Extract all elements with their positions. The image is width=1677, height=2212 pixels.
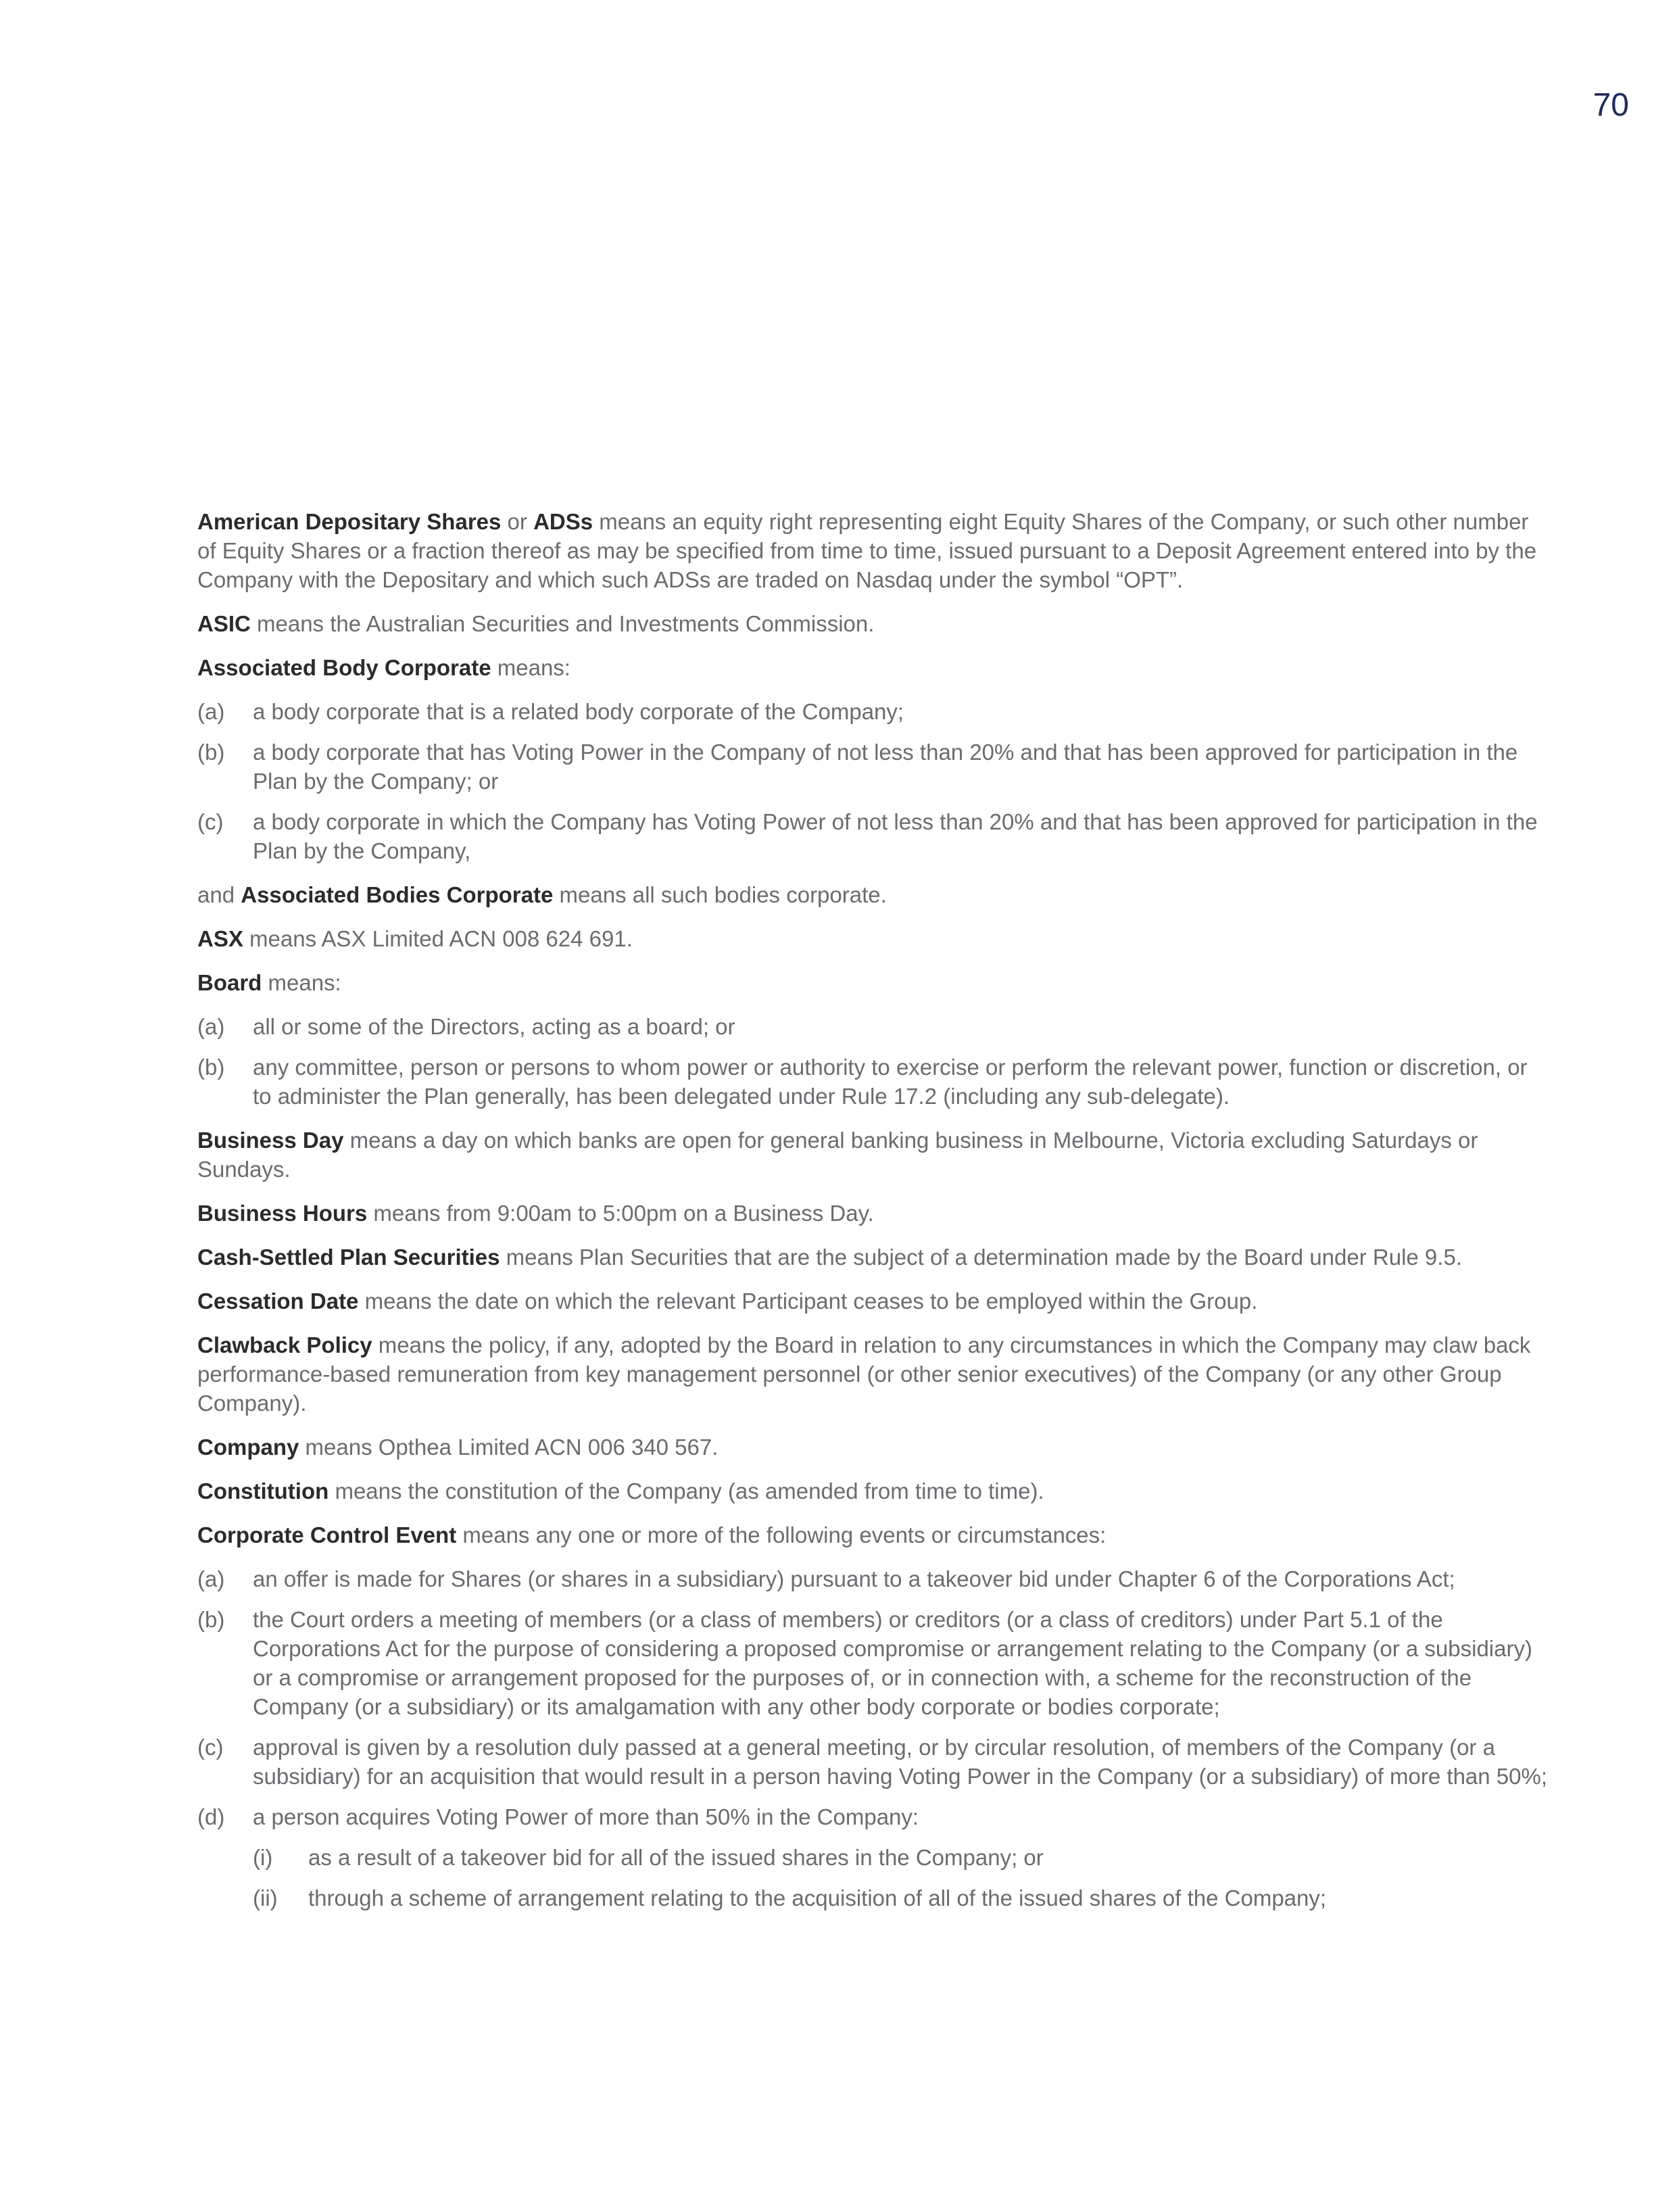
definition-text: means ASX Limited ACN 008 624 691. — [243, 926, 633, 951]
definition-term: Associated Body Corporate — [197, 655, 491, 680]
list-label: (a) — [197, 1566, 225, 1591]
list-text: as a result of a takeover bid for all of the issued shares in the Company; or — [308, 1845, 1044, 1870]
definition-text: means a day on which banks are open for general banking business in Melbourne, Victoria excluding Saturdays or Sundays. — [197, 1128, 1478, 1182]
definition-text: means: — [491, 655, 570, 680]
definition-company — [197, 1433, 1549, 1462]
list-label: (b) — [197, 1055, 225, 1080]
list-label: (i) — [253, 1845, 273, 1870]
list-item — [197, 1802, 1549, 1831]
list-text: all or some of the Directors, acting as a board; or — [253, 1014, 735, 1039]
list-label: (c) — [197, 1735, 224, 1760]
list-item — [197, 1605, 1549, 1721]
definition-term: Business Hours — [197, 1201, 368, 1226]
definition-text: means any one or more of the following events or circumstances: — [456, 1522, 1107, 1547]
list-item — [197, 738, 1549, 796]
list-label: (c) — [197, 809, 224, 834]
definition-text: means: — [262, 970, 341, 995]
definition-text: means the policy, if any, adopted by the Board in relation to any circumstances in which the Company may claw back performance-based remuneration from key management personnel (or other senior executives) of the Company (or any other Group Company). — [197, 1332, 1531, 1416]
list-item — [197, 1053, 1549, 1111]
list-text: a person acquires Voting Power of more than 50% in the Company: — [253, 1804, 919, 1829]
definition-term: ASIC — [197, 611, 251, 636]
list-item — [197, 1733, 1549, 1791]
list-label: (b) — [197, 740, 225, 765]
definition-clawback-policy — [197, 1330, 1549, 1418]
definition-asx — [197, 924, 1549, 953]
list-text: a body corporate that is a related body corporate of the Company; — [253, 699, 904, 724]
list-label: (a) — [197, 1014, 225, 1039]
definition-cessation-date — [197, 1287, 1549, 1316]
definition-cash-settled-plan-securities — [197, 1243, 1549, 1272]
definition-text: means the constitution of the Company (as amended from time to time). — [329, 1478, 1044, 1504]
list-label: (a) — [197, 699, 225, 724]
definition-term: Cessation Date — [197, 1289, 359, 1314]
definition-text: means an equity right representing eight Equity Shares of the Company, or such other number of Equity Shares or a fraction thereof as may be specified from time to time, issued pursuant to a Deposit Agreement entered into by the Company with the Depositary and which such ADSs are traded on Nasdaq under the symbol “OPT”. — [197, 509, 1537, 592]
definition-associated-body-corporate — [197, 653, 1549, 682]
list-label: (ii) — [253, 1885, 278, 1910]
definition-associated-bodies-corporate: and Associated Bodies Corporate means all such bodies corporate. — [197, 882, 887, 907]
list-label: (b) — [197, 1607, 225, 1632]
definition-term: Board — [197, 970, 262, 995]
list-text: through a scheme of arrangement relating to the acquisition of all of the issued shares of the Company; — [308, 1885, 1327, 1910]
list-item — [197, 807, 1549, 865]
list-text: an offer is made for Shares (or shares in a subsidiary) pursuant to a takeover bid under Chapter 6 of the Corporations Act; — [253, 1566, 1455, 1591]
definition-business-day — [197, 1126, 1549, 1184]
list-text: a body corporate that has Voting Power in the Company of not less than 20% and that has been approved for participation in the Plan by the Company; or — [253, 740, 1518, 794]
definitions-section — [197, 507, 1549, 1924]
definition-text: means the date on which the relevant Participant ceases to be employed within the Group. — [358, 1289, 1258, 1314]
list-item — [197, 1012, 1549, 1041]
definition-text: means Opthea Limited ACN 006 340 567. — [299, 1435, 719, 1460]
definition-corporate-control-event — [197, 1520, 1549, 1549]
definition-term: ADSs — [533, 509, 593, 534]
definition-ads: American Depositary Shares or ADSs means an equity right representing eight Equity Shares of the Company, or such other number of Equity Shares or a fraction thereof as may be specified from time to time, issued pursuant to a Deposit Agreement entered into by the Company with the Depositary and which such ADSs are traded on Nasdaq under the symbol “OPT”. — [197, 509, 1537, 592]
sub-list-item — [253, 1843, 1549, 1872]
sub-list-item — [253, 1883, 1549, 1913]
definition-term: Corporate Control Event — [197, 1522, 457, 1547]
definition-asic — [197, 609, 1549, 638]
definition-term: Associated Bodies Corporate — [241, 882, 554, 907]
list-text: the Court orders a meeting of members (or a class of members) or creditors (or a class of creditors) under Part 5.1 of the Corporations Act for the purpose of considering a proposed compromise or arrangement relating to the Company (or a subsidiary) or a compromise or arrangement proposed for the purposes of, or in connection with, a scheme for the reconstruction of the Company (or a subsidiary) or its amalgamation with any other body corporate or bodies corporate; — [253, 1607, 1532, 1719]
definition-text: means from 9:00am to 5:00pm on a Business Day. — [367, 1201, 874, 1226]
definition-text: means the Australian Securities and Investments Commission. — [250, 611, 875, 636]
list-text: approval is given by a resolution duly passed at a general meeting, or by circular resolution, of members of the Company (or a subsidiary) for an acquisition that would result in a person having Voting Power in the Company (or a subsidiary) of more than 50%; — [253, 1735, 1548, 1789]
definition-term: Company — [197, 1435, 299, 1460]
definition-text: means Plan Securities that are the subject of a determination made by the Board under Rule 9.5. — [500, 1245, 1462, 1270]
definition-constitution — [197, 1476, 1549, 1506]
definition-business-hours — [197, 1199, 1549, 1228]
list-text: a body corporate in which the Company has Voting Power of not less than 20% and that has been approved for participation in the Plan by the Company, — [253, 809, 1538, 863]
list-item — [197, 1564, 1549, 1593]
page-number: 70 — [1593, 87, 1629, 123]
definition-term: Cash-Settled Plan Securities — [197, 1245, 500, 1270]
definition-term: American Depositary Shares — [197, 509, 502, 534]
list-text: any committee, person or persons to whom power or authority to exercise or perform the relevant power, function or discretion, or to administer the Plan generally, has been delegated under Rule 17.2 (including any sub-delegate). — [253, 1055, 1528, 1109]
list-item — [197, 697, 1549, 726]
definition-term: Business Day — [197, 1128, 344, 1153]
list-label: (d) — [197, 1804, 225, 1829]
definition-term: ASX — [197, 926, 243, 951]
definition-term: Constitution — [197, 1478, 329, 1504]
definition-term: Clawback Policy — [197, 1332, 372, 1357]
definition-board — [197, 968, 1549, 997]
definition-text: means all such bodies corporate. — [553, 882, 887, 907]
